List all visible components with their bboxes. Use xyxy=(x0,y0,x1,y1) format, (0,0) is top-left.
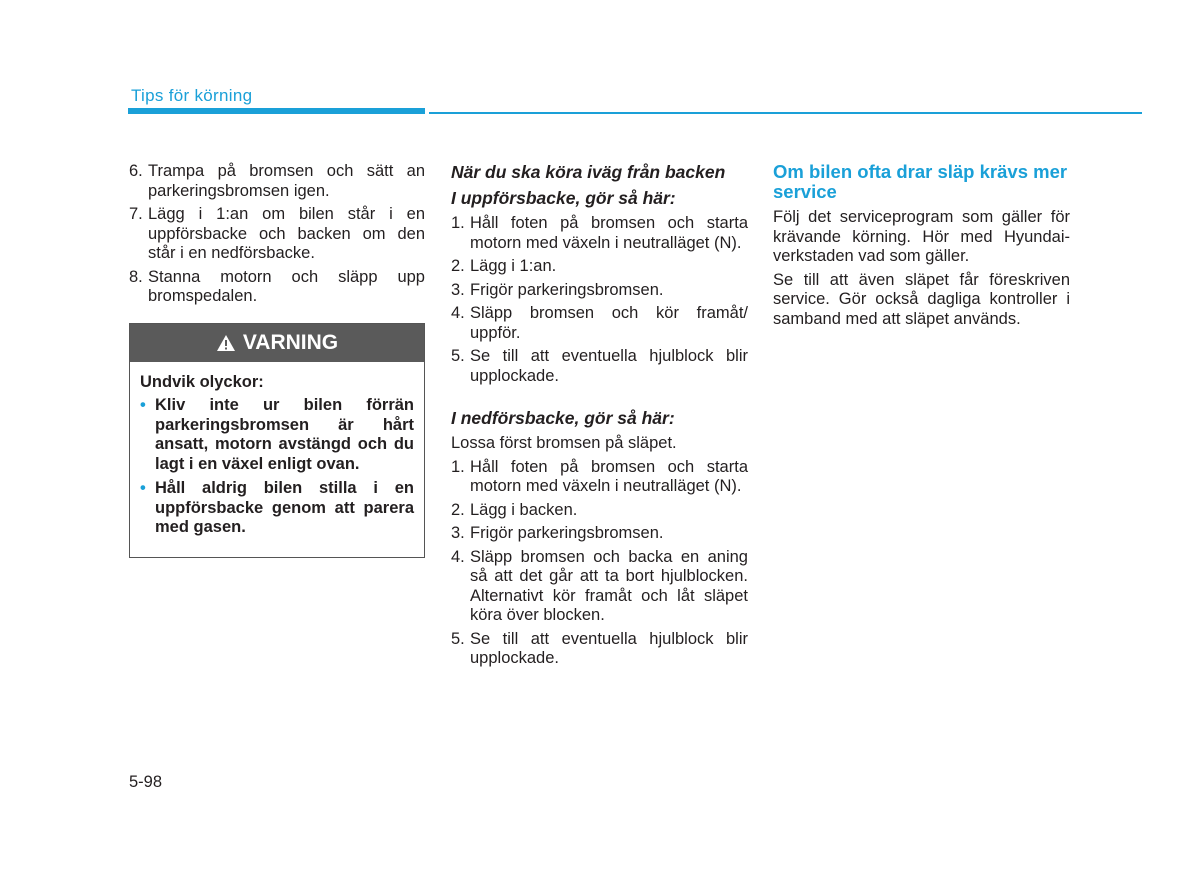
warning-box xyxy=(129,323,425,558)
list-item xyxy=(451,458,748,497)
downhill-steps xyxy=(451,458,748,669)
list-item xyxy=(129,162,425,201)
step-text: Lägg i 1:an om bilen står i en uppförsbacke och backen om den står i en nedförsbacke. xyxy=(148,205,425,262)
downhill-heading: I nedförsbacke, gör så här: xyxy=(451,408,675,428)
step-text: Håll foten på bromsen och starta motorn med växeln i neutralläget (N). xyxy=(470,457,748,495)
list-item xyxy=(140,479,414,538)
step-text: Lägg i backen. xyxy=(470,500,578,519)
step-text: Frigör parkeringsbromsen. xyxy=(470,280,664,299)
bullet-icon: • xyxy=(140,396,146,414)
step-number: 2. xyxy=(451,257,465,275)
step-number: 3. xyxy=(451,524,465,542)
list-item xyxy=(451,630,748,669)
list-item xyxy=(129,205,425,264)
list-item xyxy=(451,214,748,253)
list-item xyxy=(451,281,748,301)
list-item xyxy=(451,347,748,386)
list-item xyxy=(451,524,748,544)
step-number: 4. xyxy=(451,547,465,566)
column-middle xyxy=(451,162,748,673)
step-number: 5. xyxy=(451,347,465,365)
step-number: 3. xyxy=(451,280,465,299)
warning-bullets xyxy=(140,396,414,538)
paragraph: Följ det serviceprogram som gäller för krävande körning. Hör med Hyundai-verkstaden vad som gäller. xyxy=(773,208,1070,265)
section-title: Tips för körning xyxy=(131,86,253,105)
step-text: Se till att eventuella hjulblock blir upplockade. xyxy=(470,347,748,385)
page-number: 5-98 xyxy=(129,773,163,791)
step-text: Se till att eventuella hjulblock blir upplockade. xyxy=(470,629,748,667)
list-item xyxy=(451,501,748,521)
step-number: 5. xyxy=(451,629,465,648)
warning-triangle-icon xyxy=(216,334,236,352)
step-text: Stanna motorn och släpp upp bromspedalen. xyxy=(148,267,425,305)
step-number: 6. xyxy=(129,162,143,180)
header-rule-thin xyxy=(429,112,1142,114)
list-item xyxy=(140,396,414,474)
list-item xyxy=(129,268,425,307)
step-text: Släpp bromsen och kör framåt/ uppför. xyxy=(470,304,748,342)
column-right xyxy=(773,162,1070,333)
step-list xyxy=(129,162,425,307)
step-text: Håll foten på bromsen och starta motorn med växeln i neutralläget (N). xyxy=(470,214,748,252)
downhill-intro: Lossa först bromsen på släpet. xyxy=(451,434,677,452)
list-item xyxy=(451,304,748,343)
step-text: Frigör parkeringsbromsen. xyxy=(470,524,664,542)
list-item xyxy=(451,257,748,277)
uphill-steps xyxy=(451,214,748,386)
step-number: 8. xyxy=(129,267,143,286)
service-heading: Om bilen ofta drar släp krävs mer service xyxy=(773,161,1068,202)
step-text: Trampa på bromsen och sätt an parkeringsbromsen igen. xyxy=(148,162,425,200)
bullet-text: Kliv inte ur bilen förrän parkeringsbromsen är hårt ansatt, motorn avstängd och du lagt i en växel enligt ovan. xyxy=(155,396,414,473)
column-left xyxy=(129,162,425,558)
warning-body xyxy=(130,362,424,557)
header-rule-thick xyxy=(128,108,425,114)
bullet-text: Håll aldrig bilen stilla i en uppförsbacke genom att parera med gasen. xyxy=(155,479,414,536)
step-number: 7. xyxy=(129,205,143,223)
warning-header xyxy=(130,324,424,362)
bullet-icon: • xyxy=(140,479,146,497)
warning-title: VARNING xyxy=(242,330,339,354)
paragraph: Se till att även släpet får föreskriven service. Gör också dagliga kontroller i samband med att släpet används. xyxy=(773,270,1070,328)
warning-lead: Undvik olyckor: xyxy=(140,372,264,391)
list-item xyxy=(451,548,748,626)
step-text: Lägg i 1:an. xyxy=(470,257,557,275)
step-number: 4. xyxy=(451,304,465,322)
step-number: 1. xyxy=(451,214,465,232)
step-number: 2. xyxy=(451,500,465,519)
subsection-heading: När du ska köra iväg från backen xyxy=(451,162,726,182)
step-text: Släpp bromsen och backa en aning så att det går att ta bort hjulblocken. Alternativt kör framåt och låt släpet köra över blocken. xyxy=(470,547,748,624)
uphill-heading: I uppförsbacke, gör så här: xyxy=(451,188,676,208)
step-number: 1. xyxy=(451,457,465,476)
